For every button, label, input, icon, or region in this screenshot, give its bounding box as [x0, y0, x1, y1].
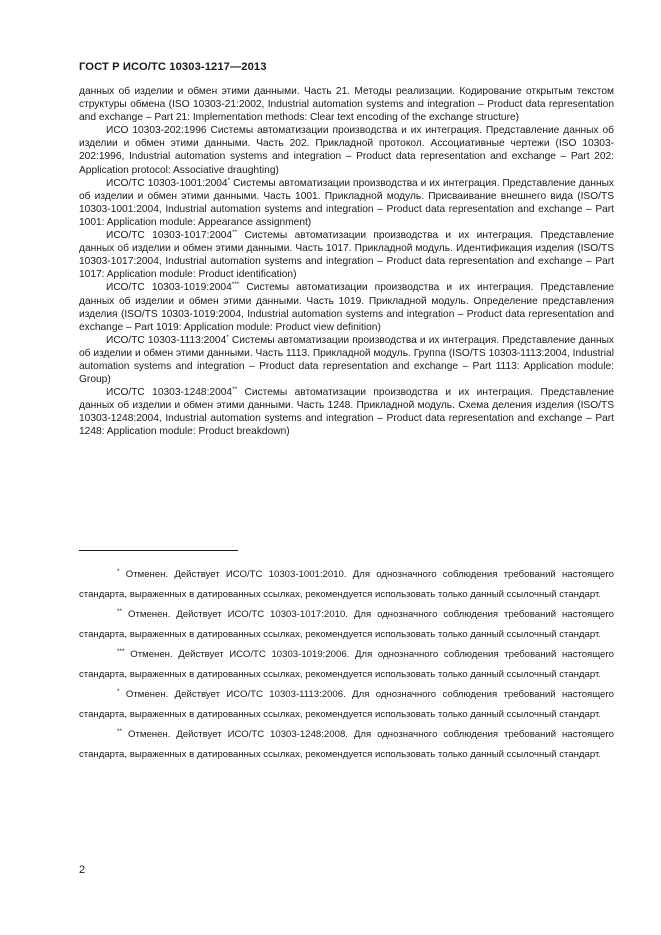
footnote-mark: ** — [232, 229, 238, 237]
reference-item — [79, 281, 614, 333]
footnote-text: Отменен. Действует ИСО/ТС 10303-1248:2008. Для однозначного соблюдения требований настоящего стандарта, выраженных в датированных ссылках, рекомендуется использовать только данный ссылочный стандарт. — [79, 729, 614, 760]
document-header: ГОСТ Р ИСО/ТС 10303-1217—2013 — [79, 61, 267, 73]
footnote-item — [79, 645, 614, 685]
footnote-mark: ** — [117, 608, 123, 615]
footnotes — [79, 565, 614, 765]
reference-designation: ИСО/ТС 10303-1113:2004 — [106, 334, 227, 346]
footnote-text: Отменен. Действует ИСО/ТС 10303-1113:2006. Для однозначного соблюдения требований настоящего стандарта, выраженных в датированных ссылках, рекомендуется использовать только данный ссылочный стандарт. — [79, 689, 614, 720]
paragraph-continuation: данных об изделии и обмен этими данными. Часть 21. Методы реализации. Кодирование открытым текстом структуры обмена (ISO 10303-21:2002, Industrial automation systems and integration – Product data representation and exchange – Part 21: Implementation methods: Clear text encoding of the exchange structure) — [79, 86, 614, 124]
reference-text: Системы автоматизации производства и их интеграция. Представление данных об изделии и обмен этими данными. Часть 1019. Прикладной модуль. Определение представления изделия (ISO/TS 10303-1019:2004, Industrial automation systems and integration – Product data representation and exchange – Part 1019: Application module: Product view definition) — [79, 282, 614, 333]
reference-item — [79, 124, 614, 176]
reference-designation: ИСО 10303-202:1996 — [106, 125, 207, 137]
reference-designation: ИСО/ТС 10303-1248:2004 — [106, 387, 233, 399]
footnote-mark: *** — [117, 648, 125, 655]
footnote-mark: *** — [231, 281, 240, 289]
reference-designation: ИСО/ТС 10303-1017:2004 — [106, 230, 233, 242]
footnote-mark: * — [227, 176, 231, 184]
reference-item — [79, 177, 614, 229]
footnote-mark: ** — [232, 386, 238, 394]
reference-designation: ИСО/ТС 10303-1019:2004 — [106, 282, 232, 294]
footnote-mark: * — [117, 688, 120, 695]
reference-text: Системы автоматизации производства и их интеграция. Представление данных об изделии и обмен этими данными. Часть 1017. Прикладной модуль. Идентификация изделия (ISO/TS 10303-1017:2004, Industrial automation systems and integration – Product data representation and exchange – Part 1017: Application module: Product identification) — [79, 230, 614, 281]
reference-text: Системы автоматизации производства и их интеграция. Представление данных об изделии и обмен этими данными. Часть 1001. Прикладной модуль. Присваивание внешнего вида (ISO/TS 10303-1001:2004, Industrial automation systems and integration – Product data representation and exchange – Part 1001: Application module: Appearance assignment) — [79, 177, 614, 228]
main-text — [79, 85, 614, 439]
reference-text: Системы автоматизации производства и их интеграция. Представление данных об изделии и обмен этими данными. Часть 202. Прикладной протокол. Ассоциативные чертежи (ISO 10303-202:1996, Industrial automation systems and integration – Product data representation and exchange – Part 202: Application protocol: Associative draughting) — [79, 125, 614, 176]
footnote-item — [79, 725, 614, 765]
footnote-text: Отменен. Действует ИСО/ТС 10303-1001:2010. Для однозначного соблюдения требований настоящего стандарта, выраженных в датированных ссылках, рекомендуется использовать только данный ссылочный стандарт. — [79, 569, 614, 600]
footnote-item — [79, 685, 614, 725]
footnote-separator — [79, 550, 238, 551]
footnote-mark: ** — [117, 728, 123, 735]
reference-item — [79, 386, 614, 438]
footnote-item — [79, 565, 614, 605]
footnote-mark: * — [226, 333, 229, 341]
footnote-text: Отменен. Действует ИСО/ТС 10303-1019:2006. Для однозначного соблюдения требований настоящего стандарта, выраженных в датированных ссылках, рекомендуется использовать только данный ссылочный стандарт. — [79, 649, 614, 680]
footnote-text: Отменен. Действует ИСО/ТС 10303-1017:2010. Для однозначного соблюдения требований настоящего стандарта, выраженных в датированных ссылках, рекомендуется использовать только данный ссылочный стандарт. — [79, 609, 614, 640]
page-number: 2 — [79, 864, 86, 876]
footnote-mark: * — [117, 568, 120, 575]
reference-designation: ИСО/ТС 10303-1001:2004 — [106, 177, 228, 189]
reference-item — [79, 334, 614, 386]
reference-text: Системы автоматизации производства и их интеграция. Представление данных об изделии и обмен этими данными. Часть 1248. Прикладной модуль. Схема деления изделия (ISO/TS 10303-1248:2004, Industrial automation systems and integration – Product data representation and exchange – Part 1248: Application module: Product breakdown) — [79, 387, 614, 438]
reference-item — [79, 229, 614, 281]
footnote-item — [79, 605, 614, 645]
reference-text: Системы автоматизации производства и их интеграция. Представление данных об изделии и обмен этими данными. Часть 1113. Прикладной модуль. Группа (ISO/TS 10303-1113:2004, Industrial automation systems and integration – Product data representation and exchange – Part 1113: Application module: Group) — [79, 334, 614, 386]
